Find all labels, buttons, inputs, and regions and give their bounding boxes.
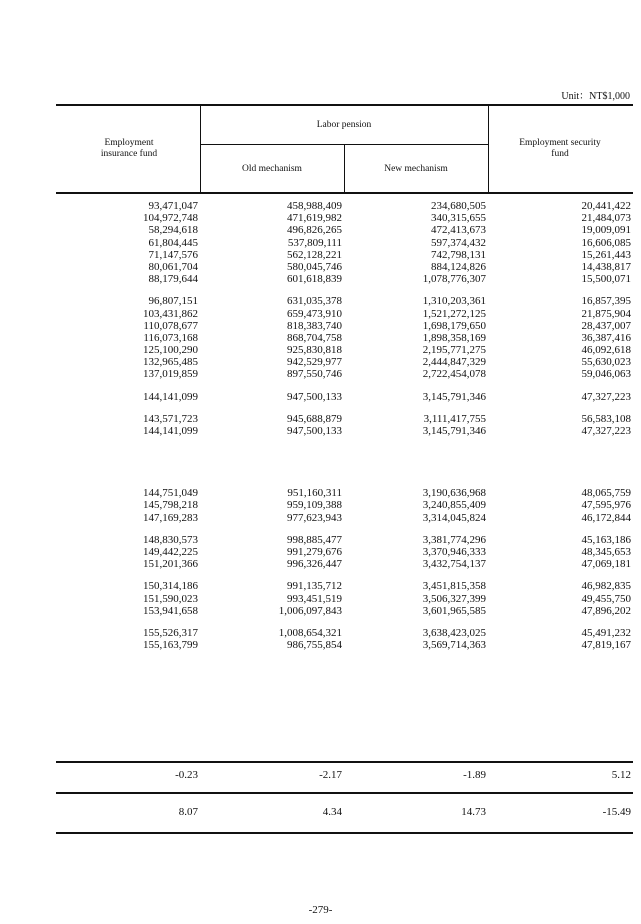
table-cell: 47,819,167 [581, 639, 631, 652]
table-cell: 580,045,746 [287, 260, 342, 273]
table-cell: 103,431,862 [143, 307, 198, 320]
table-cell: 46,092,618 [581, 344, 631, 357]
table-row [56, 344, 633, 356]
summary-rule [56, 792, 633, 794]
table-cell: 601,618,839 [287, 273, 342, 286]
table-row [56, 332, 633, 344]
table-cell: 104,972,748 [143, 212, 198, 225]
table-cell: 2,444,847,329 [422, 356, 486, 369]
table-body [56, 200, 633, 651]
table-cell: 925,830,818 [287, 344, 342, 357]
table-cell: 818,383,740 [287, 319, 342, 332]
table-cell: 3,145,791,346 [422, 390, 486, 403]
summary-cell: 4.34 [322, 806, 342, 818]
table-cell: 597,374,432 [431, 236, 486, 249]
table-cell: 21,484,073 [581, 212, 631, 225]
table-cell: 148,830,573 [143, 533, 198, 546]
table-cell: 137,019,859 [143, 368, 198, 381]
table-cell: 36,387,416 [581, 331, 631, 344]
table-cell: 947,500,133 [287, 425, 342, 437]
table-cell: 28,437,007 [581, 319, 631, 332]
table-cell: 116,073,168 [143, 331, 198, 344]
summary-cell: -1.89 [463, 769, 486, 781]
table-cell: 1,898,358,169 [422, 331, 486, 344]
table-cell: 340,315,655 [431, 212, 486, 225]
table-row [56, 605, 633, 617]
table-cell: 942,529,977 [287, 356, 342, 369]
table-cell: 3,569,714,363 [422, 639, 486, 652]
table-cell: 959,109,388 [287, 499, 342, 512]
table-cell: 144,751,049 [143, 487, 198, 500]
table-cell: 3,432,754,137 [422, 558, 486, 571]
table-cell: 991,279,676 [287, 545, 342, 558]
table-row [56, 487, 633, 499]
table-row [56, 295, 633, 307]
table-cell: 897,550,746 [287, 368, 342, 381]
table-row [56, 639, 633, 651]
table-cell: 143,571,723 [143, 412, 198, 425]
table-cell: 47,595,976 [581, 499, 631, 512]
table-cell: 3,314,045,824 [422, 511, 486, 524]
table-cell: 144,141,099 [143, 390, 198, 403]
header-bottom-rule [56, 192, 633, 194]
table-cell: 58,294,618 [148, 224, 198, 237]
table-row [56, 212, 633, 224]
table-cell: 147,169,283 [143, 511, 198, 524]
table-row [56, 413, 633, 425]
table-cell: 1,521,272,125 [422, 307, 486, 320]
table-cell: 80,061,704 [148, 260, 198, 273]
table-bottom-rule [56, 832, 633, 834]
table-cell: 144,141,099 [143, 425, 198, 437]
table-row [56, 627, 633, 639]
table-cell: 14,438,817 [581, 260, 631, 273]
table-row [56, 593, 633, 605]
table-cell: 21,875,904 [581, 307, 631, 320]
table-row [56, 224, 633, 236]
table-cell: 1,698,179,650 [422, 319, 486, 332]
table-cell: 19,009,091 [581, 224, 631, 237]
table-cell: 3,638,423,025 [422, 626, 486, 639]
table-row [56, 320, 633, 332]
table-cell: 16,606,085 [581, 236, 631, 249]
table-row [56, 200, 633, 212]
table-row [56, 425, 633, 437]
table-row [56, 308, 633, 320]
table-row [56, 261, 633, 273]
table-cell: 59,046,063 [581, 368, 631, 381]
table-cell: 153,941,658 [143, 604, 198, 617]
table-cell: 3,111,417,755 [423, 412, 486, 425]
table-cell: 151,590,023 [143, 592, 198, 605]
table-cell: 93,471,047 [148, 200, 198, 212]
table-cell: 2,722,454,078 [422, 368, 486, 381]
table-cell: 15,261,443 [581, 248, 631, 261]
table-cell: 47,327,223 [581, 425, 631, 437]
table-cell: 3,506,327,399 [422, 592, 486, 605]
table-cell: 20,441,422 [581, 200, 631, 212]
table-cell: 234,680,505 [431, 200, 486, 212]
page-number: -279- [308, 904, 333, 916]
header-divider [200, 105, 201, 192]
table-cell: 56,583,108 [581, 412, 631, 425]
table-cell: 537,809,111 [287, 236, 342, 249]
summary-cell: 14.73 [461, 806, 486, 818]
table-cell: 3,601,965,585 [422, 604, 486, 617]
table-cell: 125,100,290 [143, 344, 198, 357]
table-cell: 1,006,097,843 [278, 604, 342, 617]
table-cell: 45,491,232 [581, 626, 631, 639]
table-cell: 49,455,750 [581, 592, 631, 605]
table-cell: 145,798,218 [143, 499, 198, 512]
table-cell: 742,798,131 [431, 248, 486, 261]
table-row [56, 499, 633, 511]
table-row [56, 368, 633, 380]
table-cell: 659,473,910 [287, 307, 342, 320]
table-cell: 1,310,203,361 [422, 295, 486, 308]
table-row [56, 512, 633, 524]
table-cell: 951,160,311 [287, 487, 342, 500]
summary-cell: -2.17 [319, 769, 342, 781]
table-cell: 47,896,202 [581, 604, 631, 617]
table-cell: 996,326,447 [287, 558, 342, 571]
summary-row [56, 769, 633, 783]
table-cell: 3,240,855,409 [422, 499, 486, 512]
table-cell: 151,201,366 [143, 558, 198, 571]
table-cell: 991,135,712 [287, 580, 342, 593]
table-cell: 3,190,636,968 [422, 487, 486, 500]
table-cell: 71,147,576 [148, 248, 198, 261]
table-cell: 3,370,946,333 [422, 545, 486, 558]
table-cell: 48,065,759 [581, 487, 631, 500]
table-cell: 149,442,225 [143, 545, 198, 558]
table-cell: 631,035,378 [287, 295, 342, 308]
table-cell: 998,885,477 [287, 533, 342, 546]
table-cell: 3,451,815,358 [422, 580, 486, 593]
unit-label: Unit：NT$1,000 [561, 91, 630, 102]
table-cell: 458,988,409 [287, 200, 342, 212]
summary-cell: -15.49 [602, 806, 631, 818]
table-cell: 150,314,186 [143, 580, 198, 593]
summary-cell: 8.07 [178, 806, 198, 818]
table-cell: 884,124,826 [431, 260, 486, 273]
header-old-mechanism: Old mechanism [242, 164, 302, 174]
header-employment-security-fund: Employment security fund [519, 138, 601, 159]
table-row [56, 391, 633, 403]
table-cell: 15,500,071 [581, 273, 631, 286]
table-row [56, 273, 633, 285]
table-cell: 155,526,317 [143, 626, 198, 639]
header-subdivider [200, 144, 488, 145]
table-cell: 977,623,943 [287, 511, 342, 524]
table-cell: 47,069,181 [581, 558, 631, 571]
table-top-rule [56, 104, 633, 106]
table-cell: 48,345,653 [581, 545, 631, 558]
table-cell: 45,163,186 [581, 533, 631, 546]
table-cell: 945,688,879 [287, 412, 342, 425]
header-divider [488, 105, 489, 192]
table-cell: 2,195,771,275 [422, 344, 486, 357]
table-cell: 3,145,791,346 [422, 425, 486, 437]
table-cell: 46,982,835 [581, 580, 631, 593]
table-cell: 868,704,758 [287, 331, 342, 344]
table-cell: 155,163,799 [143, 639, 198, 652]
table-row [56, 356, 633, 368]
table-cell: 471,619,982 [287, 212, 342, 225]
table-cell: 472,413,673 [431, 224, 486, 237]
table-cell: 3,381,774,296 [422, 533, 486, 546]
summary-row [56, 806, 633, 820]
header-employment-insurance-fund: Employment insurance fund [100, 138, 158, 159]
table-cell: 132,965,485 [143, 356, 198, 369]
table-row [56, 546, 633, 558]
table-row [56, 249, 633, 261]
table-cell: 46,172,844 [581, 511, 631, 524]
table-row [56, 534, 633, 546]
table-cell: 947,500,133 [287, 390, 342, 403]
table-cell: 1,008,654,321 [278, 626, 342, 639]
table-cell: 1,078,776,307 [422, 273, 486, 286]
table-cell: 47,327,223 [581, 390, 631, 403]
table-row [56, 237, 633, 249]
table-cell: 55,630,023 [581, 356, 631, 369]
table-cell: 986,755,854 [287, 639, 342, 652]
table-cell: 16,857,395 [581, 295, 631, 308]
table-cell: 496,826,265 [287, 224, 342, 237]
table-row [56, 558, 633, 570]
table-cell: 61,804,445 [148, 236, 198, 249]
table-row [56, 580, 633, 592]
summary-cell: 5.12 [611, 769, 631, 781]
table-cell: 96,807,151 [148, 295, 198, 308]
summary-cell: -0.23 [175, 769, 198, 781]
table-cell: 88,179,644 [148, 273, 198, 286]
header-new-mechanism: New mechanism [384, 164, 448, 174]
table-cell: 562,128,221 [287, 248, 342, 261]
summary-rule [56, 761, 633, 763]
table-cell: 110,078,677 [143, 319, 198, 332]
table-cell: 993,451,519 [287, 592, 342, 605]
header-labor-pension: Labor pension [316, 120, 372, 130]
